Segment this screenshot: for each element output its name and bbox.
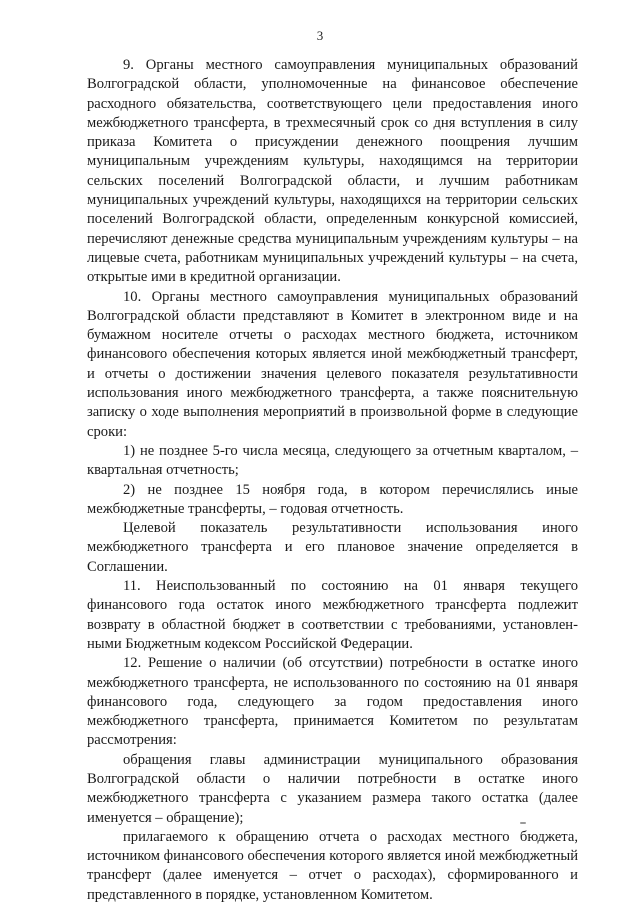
paragraph-12: 12. Решение о наличии (об отсутствии) потребности в остатке иного межбюджетного трансферта, не использованного по состоянию на 01 января финансового года, следующего за годом предоставления иного межбюджетного трансферта, принимается Комитетом по результатам рассмотрения: — [87, 655, 578, 749]
paragraph-report: прилагаемого к обращению отчета о расходах местного бюджета, источником финансового обеспечения которого является иной межбюджетный трансферт (далее именуется – отчет о расходах), сформированного и представленного в порядке, установленном Комитетом. — [87, 828, 578, 903]
paragraph-10: 10. Органы местного самоуправления муниципальных образований Волгоградской области представляют в Комитет в электронном виде и на бумажном носителе отчеты о расходах местного бюджета, источником финансового обеспечения которых является иной межбюджетный трансферт, и отчеты о достижении значения целевого показателя результативности использования иного межбюджетного трансферта, а также пояснительную записку о ходе выполнения мероприятий в произвольной форме в следующие сроки: — [87, 288, 578, 440]
page-number: 3 — [316, 28, 324, 43]
paragraph-11: 11. Неиспользованный по состоянию на 01 января текущего финансового года остаток иного межбюджетного трансферта подлежит возврату в областной бюджет в соответствии с требованиями, установленными Бюджетным кодексом Российской Федерации. — [87, 578, 578, 652]
scan-artifact — [520, 822, 526, 824]
list-item-1: 1) не позднее 5-го числа месяца, следующего за отчетным кварталом, – квартальная отчетность; — [87, 442, 578, 479]
document-body — [87, 56, 578, 905]
paragraph-target-indicator: Целевой показатель результативности использования иного межбюджетного трансферта и его плановое значение определяется в Соглашении. — [87, 520, 578, 575]
paragraph-appeal: обращения главы администрации муниципального образования Волгоградской области о наличии потребности в остатке иного межбюджетного трансферта с указанием размера такого остатка (далее именуется – обращение); — [87, 751, 578, 826]
list-item-2: 2) не позднее 15 ноября года, в котором перечислялись иные межбюджетные трансферты, – годовая отчетность. — [87, 481, 578, 517]
paragraph-9: 9. Органы местного самоуправления муниципальных образований Волгоградской области, уполномоченные на финансовое обеспечение расходного обязательства, соответствующего цели предоставления иного межбюджетного трансферта, в трехмесячный срок со дня вступления в силу приказа Комитета о присуждении денежного поощрения лучшим муниципальным учреждениям культуры, находящимся на территории сельских поселений Волгоградской области, и лучшим работникам муниципальных учреждений культуры, находящихся на территории сельских поселений Волгоградской области, определенным конкурсной комиссией, перечисляют денежные средства муниципальным учреждениям культуры – на лицевые счета, работникам муниципальных учреждений культуры – на счета, открытые ими в кредитной организации. — [87, 57, 578, 286]
